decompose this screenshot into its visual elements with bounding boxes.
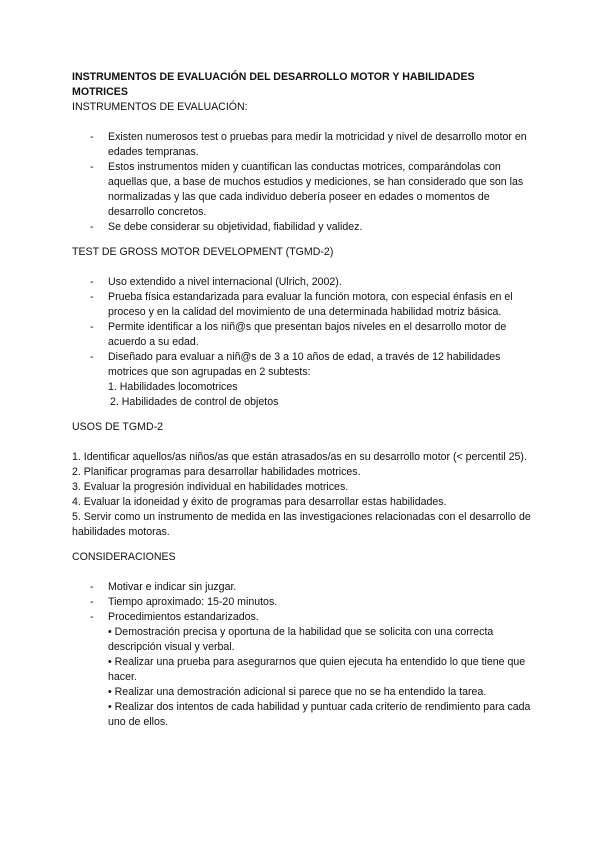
document-title: INSTRUMENTOS DE EVALUACIÓN DEL DESARROLLO MOTOR Y HABILIDADES MOTRICES (72, 71, 475, 98)
procedure-item: • Realizar dos intentos de cada habilidad y puntuar cada criterio de rendimiento para cada uno de ellos. (108, 701, 531, 728)
list-item-text: Diseñado para evaluar a niñ@s de 3 a 10 años de edad, a través de 12 habilidades motrices que son agrupadas en 2 subtests: (108, 351, 501, 378)
list-item: - Tiempo aproximado: 15-20 minutos. (72, 595, 532, 610)
section-heading-usos: USOS DE TGMD-2 (72, 421, 164, 433)
list-item: 4. Evaluar la idoneidad y éxito de programas para desarrollar estas habilidades. (72, 496, 447, 508)
list-item-text: Procedimientos estandarizados. (108, 611, 259, 623)
list-item (72, 350, 532, 410)
procedure-item: • Realizar una prueba para asegurarnos que quien ejecuta ha entendido lo que tiene que hacer. (108, 656, 526, 683)
list-item: - Uso extendido a nivel internacional (Ulrich, 2002). (72, 275, 532, 290)
consideraciones-list (72, 580, 532, 730)
list-item (72, 610, 532, 730)
section-heading-consideraciones: CONSIDERACIONES (72, 551, 176, 563)
list-item: - Prueba física estandarizada para evaluar la función motora, con especial énfasis en el proceso y en la calidad del movimiento de una determinada habilidad motriz básica. (72, 290, 532, 320)
list-item: - Motivar e indicar sin juzgar. (72, 580, 532, 595)
procedure-item: • Demostración precisa y oportuna de la habilidad que se solicita con una correcta descripción visual y verbal. (108, 626, 494, 653)
section-heading-instrumentos: INSTRUMENTOS DE EVALUACIÓN: (72, 101, 248, 113)
list-item: 5. Servir como un instrumento de medida en las investigaciones relacionadas con el desarrollo de habilidades motoras. (72, 511, 531, 538)
list-item: 3. Evaluar la progresión individual en habilidades motrices. (72, 481, 349, 493)
document-body (72, 70, 532, 730)
subtests-list (108, 380, 532, 410)
procedure-item: • Realizar una demostración adicional si parece que no se ha entendido la tarea. (108, 686, 487, 698)
instrumentos-list (72, 130, 532, 235)
list-item: 2. Planificar programas para desarrollar habilidades motrices. (72, 466, 361, 478)
subtest-item: 1. Habilidades locomotrices (108, 381, 238, 393)
usos-list (72, 450, 532, 540)
subtest-item: 2. Habilidades de control de objetos (110, 396, 279, 408)
tgmd-list (72, 275, 532, 410)
list-item: - Existen numerosos test o pruebas para medir la motricidad y nivel de desarrollo motor en edades tempranas. (72, 130, 532, 160)
list-item: 1. Identificar aquellos/as niños/as que están atrasados/as en su desarrollo motor (< percentil 25). (72, 451, 527, 463)
section-heading-tgmd: TEST DE GROSS MOTOR DEVELOPMENT (TGMD-2) (72, 246, 334, 258)
list-item: - Permite identificar a los niñ@s que presentan bajos niveles en el desarrollo motor de acuerdo a su edad. (72, 320, 532, 350)
list-item: - Estos instrumentos miden y cuantifican las conductas motrices, comparándolas con aquellas que, a base de muchos estudios y mediciones, se han considerado que son las normalizadas y las que cada individuo debería poseer en edades o momentos de desarrollo concretos. (72, 160, 532, 220)
procedures-list (108, 625, 532, 730)
list-item: - Se debe considerar su objetividad, fiabilidad y validez. (72, 220, 532, 235)
